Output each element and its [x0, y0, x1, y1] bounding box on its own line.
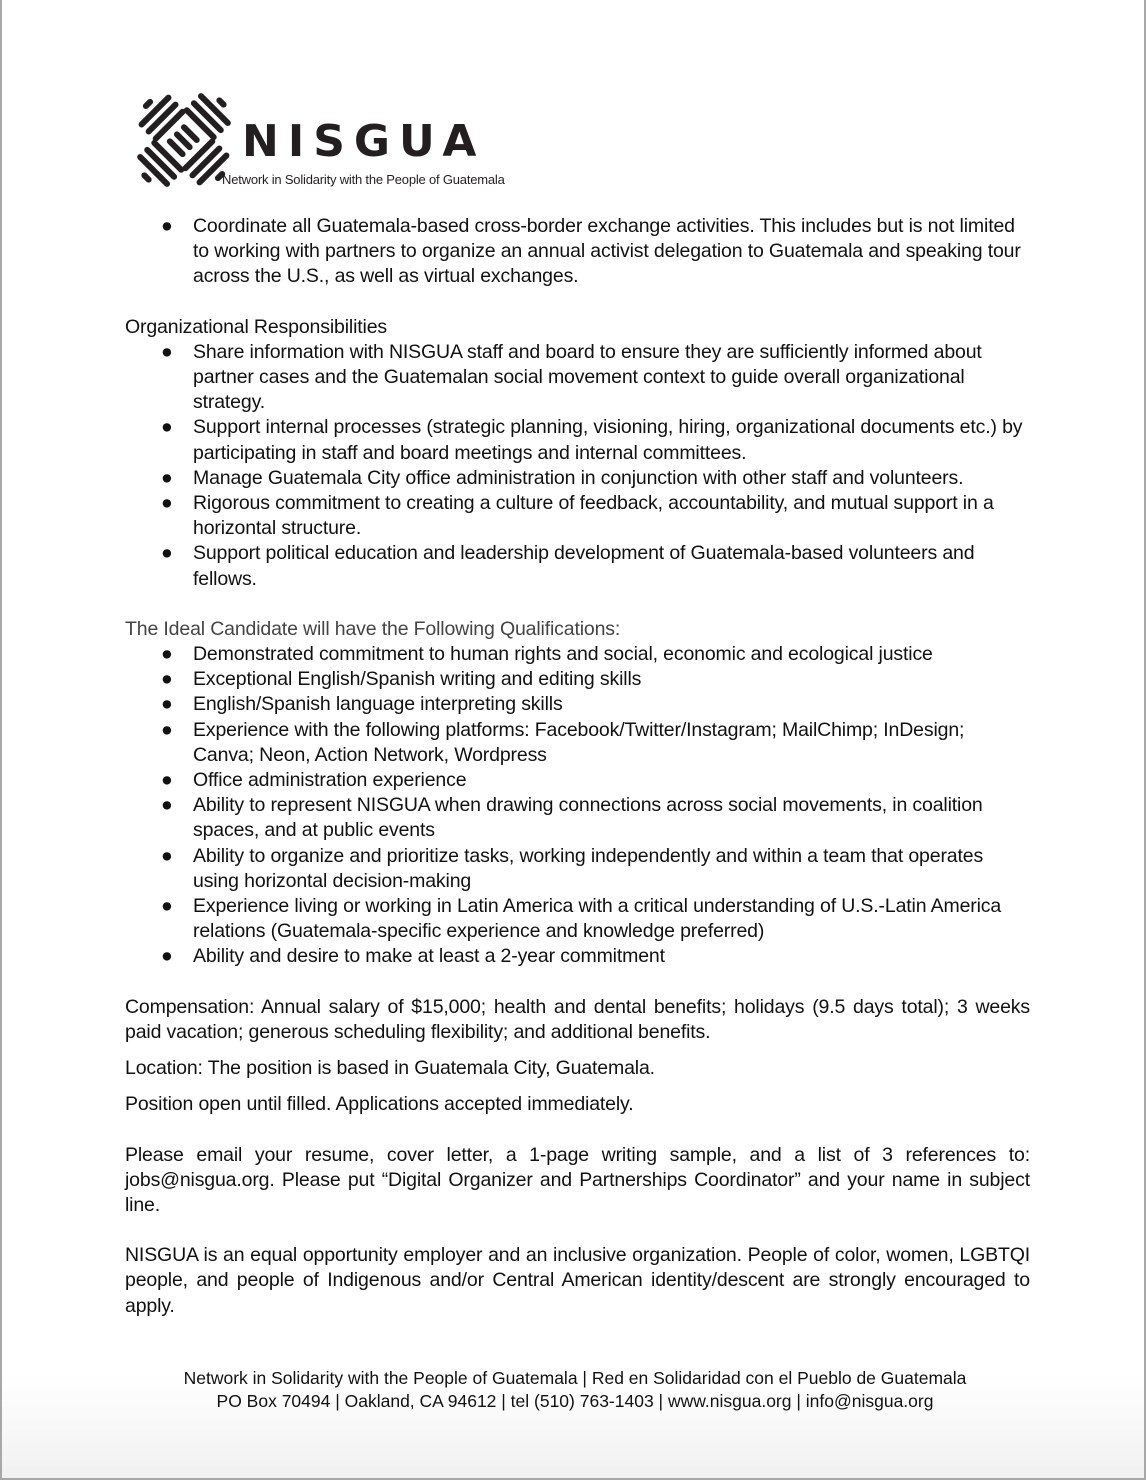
section-heading-organizational: Organizational Responsibilities	[125, 315, 387, 338]
bullet-icon: ●	[161, 794, 173, 817]
list-item: ● Coordinate all Guatemala-based cross-border exchange activities. This includes but is not limited to working with partners to organize an annual activist delegation to Guatemala and speaking tour across the U.S., as well as virtual exchanges.	[161, 215, 1021, 288]
document-body	[125, 214, 1030, 1319]
logo-tagline: Network in Solidarity with the People of Guatemala	[222, 172, 505, 187]
bullet-icon: ●	[161, 769, 173, 792]
eeo-statement-paragraph: NISGUA is an equal opportunity employer and an inclusive organization. People of color, women, LGBTQI people, and people of Indigenous and/or Central American identity/descent are strongly encouraged to apply.	[125, 1244, 1030, 1317]
list-item: ● Support political education and leadership development of Guatemala-based volunteers and fellows.	[161, 542, 975, 590]
bullet-icon: ●	[161, 542, 173, 565]
position-open-paragraph: Position open until filled. Applications accepted immediately.	[125, 1093, 634, 1116]
bullet-icon: ●	[161, 693, 173, 716]
list-item: ● English/Spanish language interpreting skills	[193, 692, 1030, 717]
apply-instructions-paragraph: Please email your resume, cover letter, a 1-page writing sample, and a list of 3 references to: jobs@nisgua.org. Please put “Digital Organizer and Partnerships Coordinator” and your name in subject line.	[125, 1143, 1030, 1216]
organizational-responsibilities-list	[125, 340, 1030, 592]
list-item: ● Experience with the following platforms: Facebook/Twitter/Instagram; MailChimp; InDesign; Canva; Neon, Action Network, Wordpress	[161, 718, 965, 766]
list-item: ● Share information with NISGUA staff and board to ensure they are sufficiently informed about partner cases and the Guatemalan social movement context to guide overall organizational strategy.	[161, 340, 982, 414]
nisgua-logo	[132, 90, 512, 190]
list-item: ● Exceptional English/Spanish writing and editing skills	[193, 667, 1030, 692]
bullet-icon: ●	[161, 668, 173, 691]
exchange-activities-list	[125, 214, 1030, 290]
location-paragraph: Location: The position is based in Guatemala City, Guatemala.	[125, 1057, 655, 1080]
list-item: ● Experience living or working in Latin America with a critical understanding of U.S.-Latin America relations (Guatemala-specific experience and knowledge preferred)	[161, 895, 1002, 943]
footer-contact-info: PO Box 70494 | Oakland, CA 94612 | tel (510) 763-1403 | www.nisgua.org | info@nisgua.org	[216, 1391, 934, 1411]
bullet-icon: ●	[161, 643, 173, 666]
bullet-icon: ●	[161, 340, 173, 363]
list-item: ● Ability and desire to make at least a 2-year commitment	[193, 944, 1030, 969]
list-item: ● Demonstrated commitment to human rights and social, economic and ecological justice	[193, 642, 1030, 667]
bullet-icon: ●	[161, 718, 173, 741]
list-item: ● Office administration experience	[193, 768, 1030, 793]
qualifications-list	[125, 642, 1030, 970]
jobs-email-link[interactable]: jobs@nisgua.org	[125, 1168, 270, 1191]
bullet-icon: ●	[161, 215, 173, 237]
logo-wordmark: NISGUA	[242, 116, 486, 167]
list-item: ● Ability to represent NISGUA when drawing connections across social movements, in coalition spaces, and at public events	[161, 794, 983, 842]
page-footer	[2, 1367, 1146, 1413]
bullet-icon: ●	[161, 895, 173, 918]
list-item: ● Support internal processes (strategic planning, visioning, hiring, organizational documents etc.) by participating in staff and board meetings and internal committees.	[161, 416, 1023, 464]
compensation-paragraph: Compensation: Annual salary of $15,000; health and dental benefits; holidays (9.5 days total); 3 weeks paid vacation; generous scheduling flexibility; and additional benefits.	[125, 995, 1030, 1043]
bullet-icon: ●	[161, 844, 173, 867]
woven-diamond-logo-icon	[132, 90, 236, 190]
bullet-icon: ●	[161, 492, 173, 515]
bullet-icon: ●	[161, 416, 173, 439]
bullet-icon: ●	[161, 466, 173, 489]
list-item: ● Manage Guatemala City office administration in conjunction with other staff and volunteers.	[193, 466, 1030, 491]
list-item: ● Ability to organize and prioritize tasks, working independently and within a team that operates using horizontal decision-making	[161, 844, 984, 892]
footer-org-names: Network in Solidarity with the People of Guatemala | Red en Solidaridad con el Pueblo de Guatemala	[183, 1368, 967, 1388]
bullet-icon: ●	[161, 945, 173, 968]
list-item: ● Rigorous commitment to creating a culture of feedback, accountability, and mutual support in a horizontal structure.	[161, 492, 994, 540]
section-heading-qualifications: The Ideal Candidate will have the Following Qualifications:	[125, 617, 621, 640]
